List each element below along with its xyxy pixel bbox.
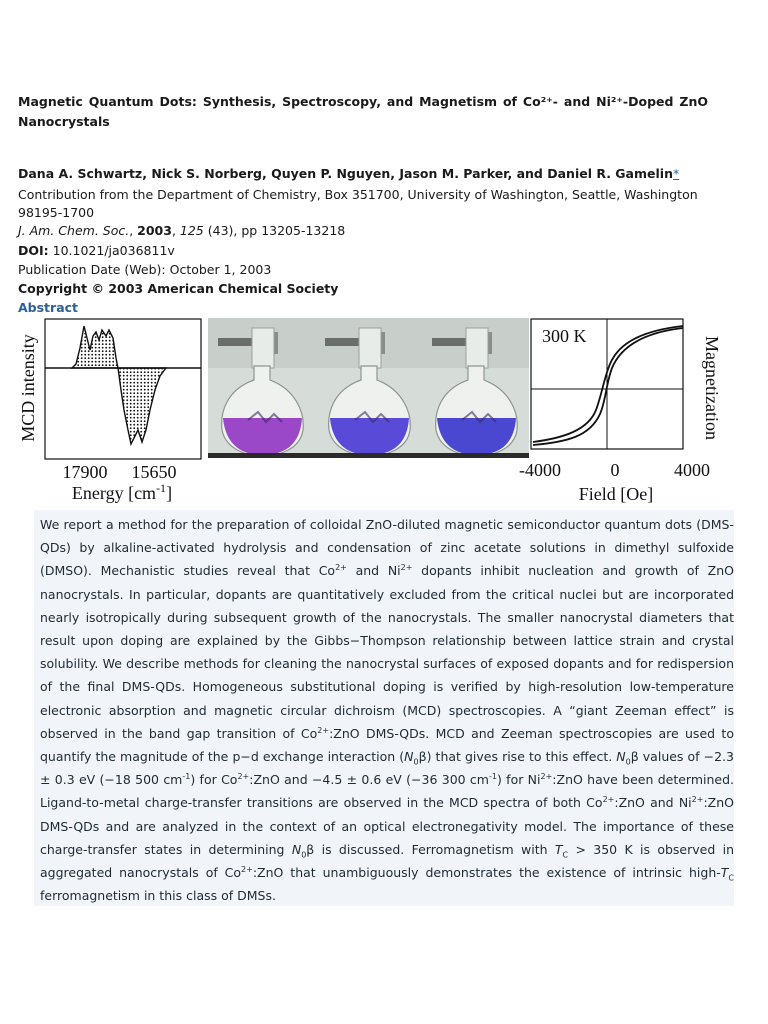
authors-text: Dana A. Schwartz, Nick S. Norberg, Quyen P. Nguyen, Jason M. Parker, and Daniel R. Gamelin [18, 166, 673, 181]
mag-tick-neg4000: -4000 [519, 460, 561, 480]
abstract-sup: 2+ [237, 772, 250, 782]
abstract-sup: 2+ [317, 725, 330, 735]
corresponding-author-link[interactable]: * [672, 166, 680, 181]
mcd-xlabel-sup: -1 [156, 481, 167, 495]
mcd-spectrum-plot [10, 318, 205, 510]
citation-year: 2003 [137, 223, 172, 238]
mcd-tick-17900: 17900 [62, 462, 108, 482]
abstract-seg: :ZnO and −4.5 ± 0.6 eV (−36 300 cm [249, 772, 489, 788]
flask-2-photo [315, 318, 422, 458]
mag-ylabel: Magnetization [702, 336, 722, 440]
abstract-seg: and Ni [346, 563, 401, 579]
mag-xlabel: Field [Oe] [578, 484, 654, 504]
abstract-sub: C [562, 850, 569, 860]
abstract-italic: N [616, 749, 626, 765]
doi-value[interactable]: 10.1021/ja036811v [52, 243, 175, 258]
mcd-tick-15650: 15650 [131, 462, 177, 482]
journal-name: J. Am. Chem. Soc. [18, 223, 130, 238]
affiliation: Contribution from the Department of Chemistry, Box 351700, University of Washington, Seattle, Washington 98195-1700 [18, 187, 698, 220]
abstract-sup: 2+ [335, 563, 347, 573]
abstract-seg: :ZnO have been determined. Ligand-to-metal charge-transfer transitions are observed in the MCD spectra of both Co [40, 772, 735, 811]
flask-3-photo [422, 318, 529, 458]
publication-date: Publication Date (Web): October 1, 2003 [18, 262, 272, 277]
abstract-seg: :ZnO DMS-QDs and are analyzed in the context of an optical electronegativity model. The importance of these charge-transfer states in determining [40, 795, 734, 857]
abstract-seg: β is discussed. Ferromagnetism with [306, 841, 555, 857]
abstract-seg: ) for Ni [496, 772, 541, 788]
abstract-text [40, 513, 734, 907]
article-title: Magnetic Quantum Dots: Synthesis, Spectroscopy, and Magnetism of Co²⁺- and Ni²⁺-Doped ZnO Nanocrystals [18, 94, 708, 129]
mcd-ylabel: MCD intensity [18, 334, 38, 442]
abstract-sup: -1 [488, 772, 497, 782]
mcd-positive-band [72, 326, 118, 368]
flask-1-photo [208, 318, 315, 458]
mcd-xlabel-end: ] [166, 483, 173, 503]
abstract-sup: 2+ [400, 563, 413, 573]
abstract-sup: 2+ [602, 795, 615, 805]
abstract-sup: 2+ [540, 772, 553, 782]
abstract-sub: 0 [625, 757, 631, 767]
abstract-seg: We report a method for the preparation of colloidal ZnO-diluted magnetic semiconductor quantum dots (DMS-QDs) by alkaline-activated hydrolysis and condensation of zinc acetate solutions in dimethyl sulfoxide (DMSO). Mechanistic studies reveal that Co [40, 517, 734, 579]
abstract-seg: > 350 K is observed in aggregated nanocrystals of Co [40, 841, 735, 881]
abstract-sub: 0 [301, 850, 307, 860]
mcd-xlabel-text: Energy [cm [71, 483, 157, 503]
mcd-xlabel [72, 481, 172, 503]
citation-volume: 125 [179, 223, 204, 238]
abstract-italic: T [554, 841, 563, 857]
abstract-italic: N [291, 841, 302, 857]
author-list [18, 166, 679, 181]
abstract-sub: C [728, 873, 734, 883]
abstract-seg: :ZnO and Ni [614, 795, 692, 811]
mag-tick-0: 0 [610, 460, 620, 480]
abstract-seg: :ZnO DMS-QDs. MCD and Zeeman spectroscopies are used to quantify the magnitude of the p−d exchange interaction ( [40, 725, 734, 765]
doi-line [18, 242, 175, 260]
abstract-sup: 2+ [241, 864, 253, 874]
toc-graphic [10, 318, 720, 510]
copyright: Copyright © 2003 American Chemical Society [18, 281, 339, 296]
abstract-seg: :ZnO that unambiguously demonstrates the existence of intrinsic high- [252, 865, 721, 881]
abstract-seg: β) that gives rise to this effect. [418, 749, 617, 765]
abstract-heading: Abstract [18, 300, 79, 315]
mcd-negative-band [118, 368, 166, 444]
abstract-seg: β values of −2.3 ± 0.3 eV (−18 500 cm [40, 749, 734, 788]
magnetization-plot [519, 318, 728, 510]
abstract-seg: ferromagnetism in this class of DMSs. [40, 888, 276, 904]
abstract-seg: ) for Co [190, 772, 238, 788]
mag-tick-4000: 4000 [674, 460, 710, 480]
doi-label: DOI: [18, 243, 49, 258]
citation-issue-pages: (43), pp 13205-13218 [203, 223, 346, 238]
citation: J. Am. Chem. Soc., 2003, 125 (43), pp 13205-13218 [18, 223, 346, 238]
abstract-sub: 0 [413, 757, 419, 767]
abstract-seg: dopants inhibit nucleation and growth of ZnO nanocrystals. In particular, dopants are quantitatively excluded from the critical nuclei but are incorporated nearly isotropically during subsequent growth of the nanocrystals. The smaller nanocrystal diameters that result upon doping are explained by the Gibbs−Thompson relationship between lattice strain and crystal solubility. We describe methods for cleaning the nanocrystal surfaces of exposed dopants and for redispersion of the final DMS-QDs. Homogeneous substitutional doping is verified by high-resolution low-temperature electronic absorption and magnetic circular dichroism (MCD) spectroscopies. A “giant Zeeman effect” is observed in the band gap transition of Co [40, 563, 734, 741]
abstract-sup: 2+ [691, 795, 704, 805]
abstract-italic: N [404, 749, 414, 765]
abstract-sup: -1 [182, 772, 191, 782]
temperature-label: 300 K [542, 326, 587, 346]
abstract-italic: T [720, 865, 729, 881]
